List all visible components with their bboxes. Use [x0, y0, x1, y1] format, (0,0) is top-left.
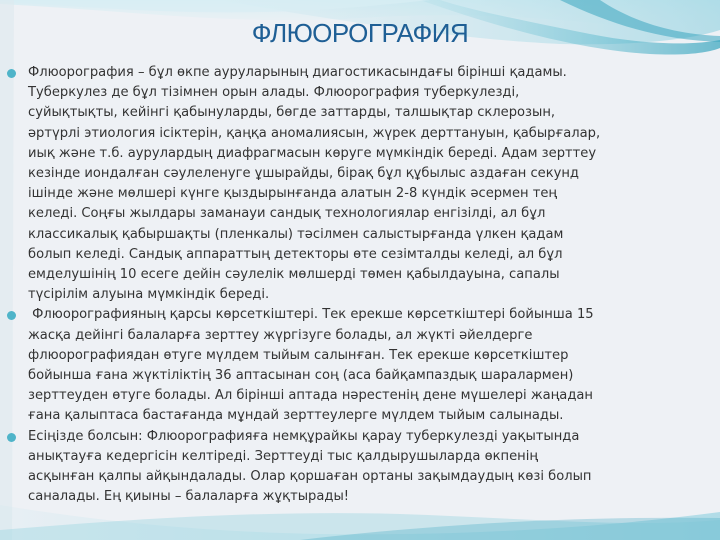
text-line: түсірілім алуына мүмкіндік береді.: [28, 287, 270, 303]
text-line: келеді. Соңғы жылдары заманауи сандық технологиялар енгізілді, ал бұл: [28, 206, 546, 222]
text-line: әртүрлі этиология ісіктерін, қаңқа аномалиясын, жүрек дерттануын, қабырғалар,: [28, 125, 601, 141]
text-line: суйықтықты, кейінгі қабынуларды, бөгде заттарды, талшықтар склерозын,: [28, 105, 556, 121]
text-line: иық және т.б. аурулардың диафрагмасын көруге мүмкіндік береді. Адам зерттеу: [28, 145, 597, 161]
text-line: зерттеуден өтуге болады. Ал бірінші аптада нәрестенің дене мүшелері жаңадан: [28, 388, 593, 404]
text-line: жасқа дейінгі балаларға зерттеу жүргізуге болады, ал жүкті әйелдерге: [28, 327, 533, 343]
text-line: Туберкулез де бұл тізімнен орын алады. Флюорография туберкулезді,: [28, 85, 520, 101]
paragraph-text: [28, 305, 704, 426]
bullet-dot-icon: [7, 311, 16, 320]
text-line: ішінде және мөлшері күнге қыздырынғанда алатын 2-8 күндік әсермен тең: [28, 186, 558, 202]
paragraph-text: [28, 427, 704, 508]
text-line: бойынша ғана жүктіліктің 36 аптасынан соң (аса байқампаздық шаралармен): [28, 368, 574, 384]
text-line: болып келеді. Сандық аппараттың детекторы өте сезімталды келеді, ал бұл: [28, 246, 563, 262]
paragraph-text: [28, 63, 704, 305]
text-line: классикалық қабыршақты (пленкалы) тәсілмен салыстырғанда үлкен қадам: [28, 226, 564, 242]
text-line: флюорографиядан өтуге мүлдем тыйым салынған. Тек ерекше көрсеткіштер: [28, 347, 569, 363]
text-line: ғана қалыптаса бастағанда мұндай зерттеулерге мүлдем тыйым салынады.: [28, 408, 564, 424]
bullet-paragraph-1: [4, 63, 704, 305]
text-line: Флюорография – бұл өкпе ауруларының диагостикасындағы бірінші қадамы.: [28, 65, 567, 80]
text-line: емделушінің 10 есеге дейін сәулелік мөлшерді төмен қабылдауына, сапалы: [28, 267, 560, 283]
bullet-dot-icon: [7, 69, 16, 78]
content-body: [4, 63, 704, 507]
text-line: Флюорографияның қарсы көрсеткіштері. Тек ерекше көрсеткіштері бойынша 15: [28, 307, 594, 323]
bullet-dot-icon: [7, 433, 16, 442]
bullet-paragraph-2: [4, 305, 704, 426]
bullet-paragraph-3: [4, 427, 704, 508]
text-line: асқынған қалпы айқындалады. Олар қоршаған ортаны зақымдаудың көзі болып: [28, 469, 592, 485]
text-line: кезінде иондалған сәулеленуге ұшырайды, бірақ бұл құбылыс аздаған секунд: [28, 166, 579, 182]
text-line: Есіңізде болсын: Флюорографияға немқұрайкы қарау туберкулезді уақытында: [28, 428, 580, 444]
slide-title: ФЛЮОРОГРАФИЯ: [251, 18, 469, 48]
text-line: анықтауға кедергісін келтіреді. Зерттеуді тыс қалдырушыларда өкпенің: [28, 448, 538, 464]
text-line: саналады. Ең қиыны – балаларға жұқтырады!: [28, 489, 350, 505]
